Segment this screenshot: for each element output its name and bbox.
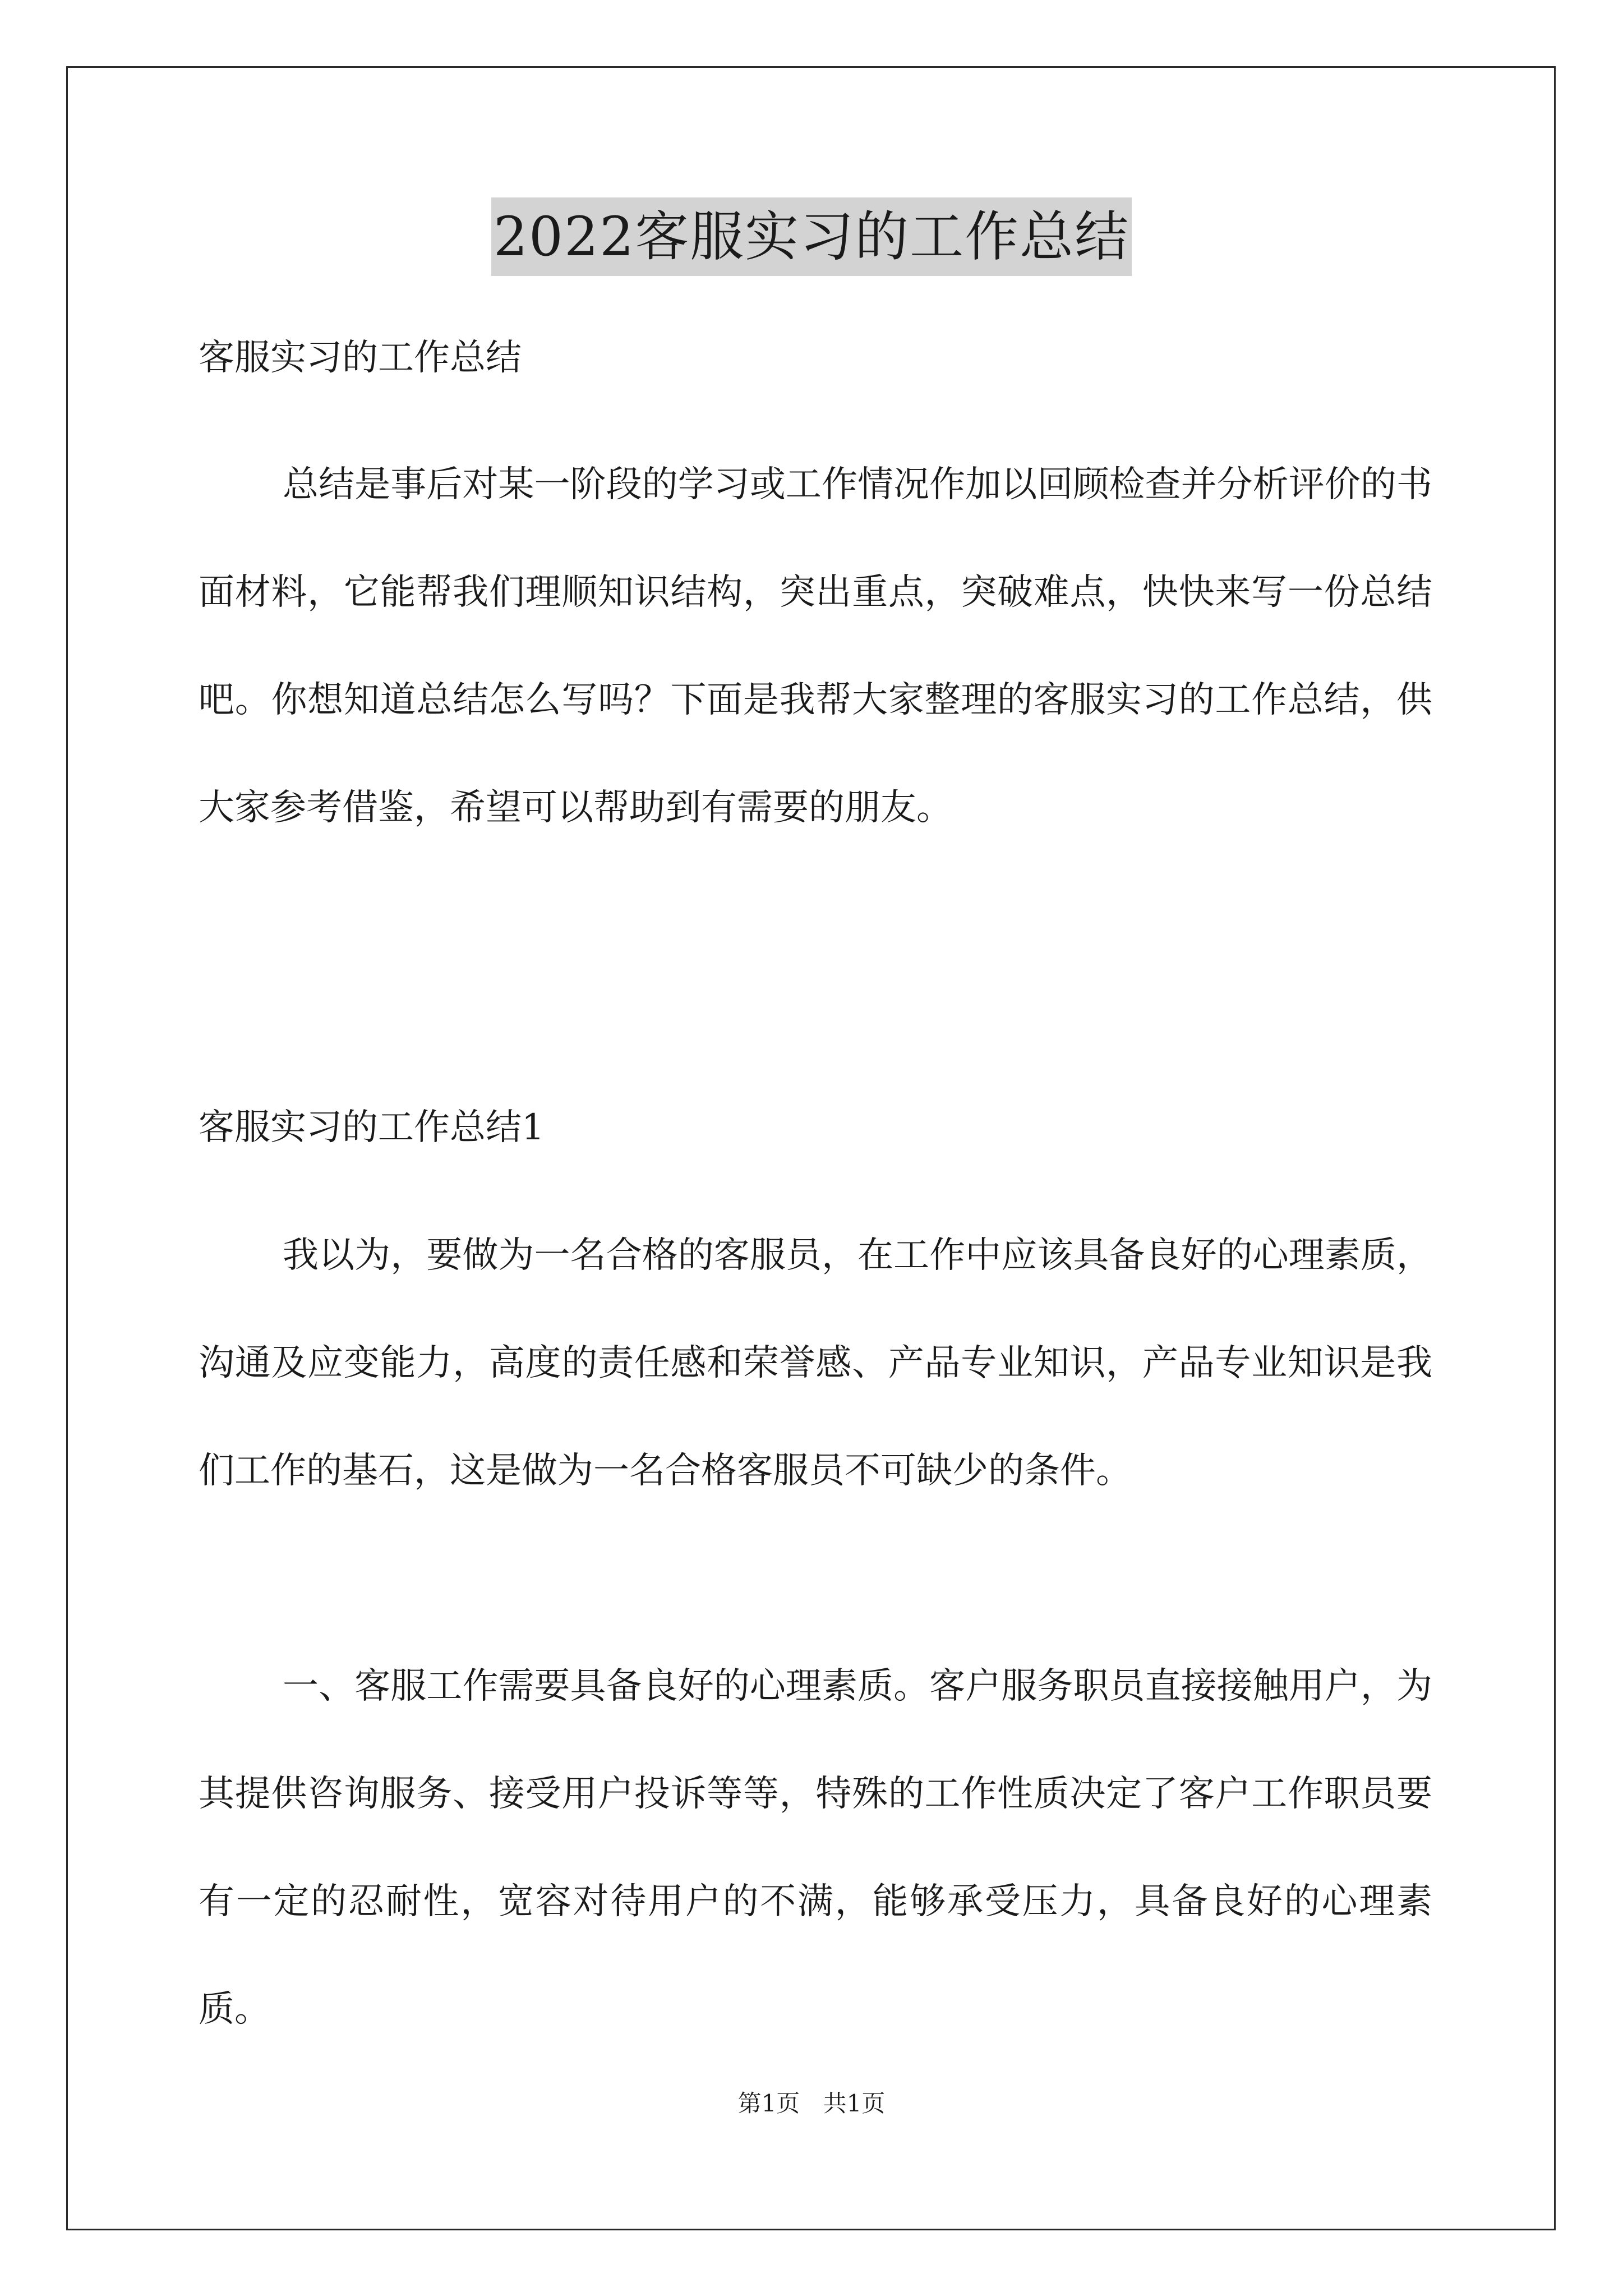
section-heading: 客服实习的工作总结1 xyxy=(199,1107,545,1148)
document-title: 2022客服实习的工作总结 xyxy=(491,197,1132,276)
page-total: 共1页 xyxy=(823,2090,886,2117)
title-container xyxy=(0,197,1623,276)
body-paragraph-2: 一、客服工作需要具备良好的心理素质。客户服务职员直接接触用户，为其提供咨询服务、接受用户投诉等等，特殊的工作性质决定了客户工作职员要有一定的忍耐性，宽容对待用户的不满，能够承受压力，具备良好的心理素质。 xyxy=(199,1665,1432,2030)
page-number: 第1页 xyxy=(737,2090,800,2117)
document-subtitle: 客服实习的工作总结 xyxy=(199,337,522,379)
body-paragraph-1: 我以为，要做为一名合格的客服员，在工作中应该具备良好的心理素质，沟通及应变能力，高度的责任感和荣誉感、产品专业知识，产品专业知识是我们工作的基石，这是做为一名合格客服员不可缺少的条件。 xyxy=(199,1235,1432,1492)
intro-paragraph: 总结是事后对某一阶段的学习或工作情况作加以回顾检查并分析评价的书面材料，它能帮我们理顺知识结构，突出重点，突破难点，快快来写一份总结吧。你想知道总结怎么写吗？下面是我帮大家整理的客服实习的工作总结，供大家参考借鉴，希望可以帮助到有需要的朋友。 xyxy=(199,464,1432,829)
page-footer xyxy=(0,2087,1623,2120)
